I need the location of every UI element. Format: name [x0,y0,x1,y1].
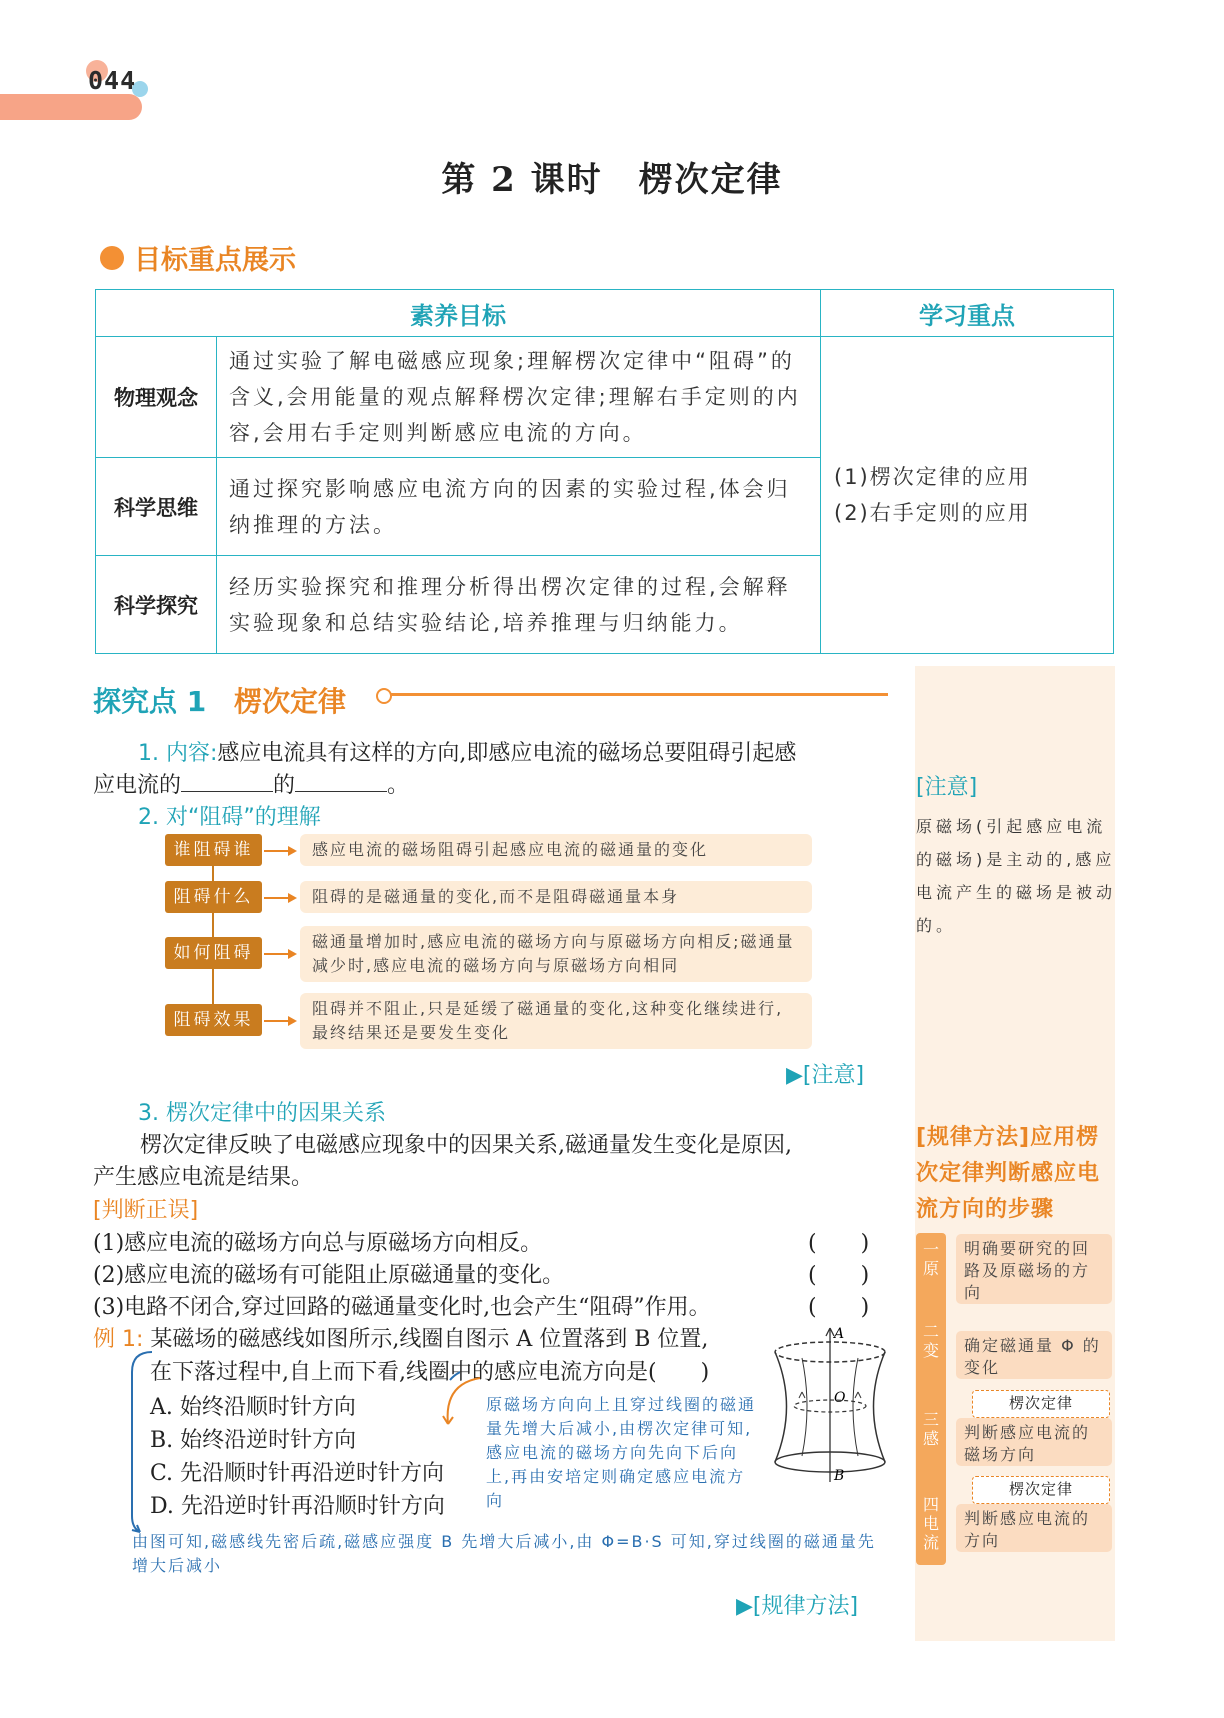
answer-paren[interactable]: ( ) [808,1263,870,1288]
note-link[interactable]: ▶[注意] [786,1063,865,1088]
example-text: 在下落过程中,自上而下看,线圈中的感应电流方向是( ) [150,1360,710,1385]
diagram-box: 阻碍并不阻止,只是延缓了磁通量的变化,这种变化继续进行,最终结果还是要发生变化 [300,993,812,1049]
page-title: 第 2 课时 楞次定律 [441,160,783,200]
flow-box: 判断感应电流的方向 [956,1504,1112,1552]
sidebar-method-heading: [规律方法]应用楞次定律判断感应电流方向的步骤 [916,1125,1101,1222]
key-point: (1)楞次定律的应用 [834,465,1031,489]
item-text: 。 [387,773,410,798]
judge-item: (2)感应电流的磁场有可能阻止原磁通量的变化。 [93,1263,565,1288]
row-label: 科学思维 [96,458,217,556]
row-text: 经历实验探究和推理分析得出楞次定律的过程,会解释实验现象和总结实验结论,培养推理与归纳能力。 [217,556,821,654]
diagram-box: 磁通量增加时,感应电流的磁场方向与原磁场方向相反;磁通量减少时,感应电流的磁场方向与原磁场方向相同 [300,926,812,982]
item-head: 3. 楞次定律中的因果关系 [138,1101,386,1126]
diagram-label: 阻碍效果 [165,1004,262,1036]
arrow-head-icon [288,949,297,959]
item-head: 2. 对“阻碍”的理解 [138,805,321,830]
figure-label-o: O [834,1390,846,1406]
content-line [138,736,796,767]
option: D. 先沿逆时针再沿顺时针方向 [150,1494,445,1519]
section-rule-dot [376,688,392,704]
diagram-box: 阻碍的是磁通量的变化,而不是阻碍磁通量本身 [300,881,812,913]
item-text: 的 [273,773,296,798]
diagram-label: 如何阻碍 [165,937,262,969]
bullet-dot-icon [100,246,124,270]
figure-label-b: B [834,1468,845,1484]
sidebar-note-text: 原磁场(引起感应电流的磁场)是主动的,感应电流产生的磁场是被动的。 [916,817,1117,935]
page-number: 044 [88,66,137,95]
diagram-arrow [264,850,290,852]
row-text: 通过探究影响感应电流方向的因素的实验过程,体会归纳推理的方法。 [217,458,821,556]
arrow-head-icon [288,893,297,903]
option: C. 先沿顺时针再沿逆时针方向 [150,1461,445,1486]
diagram-arrow [264,897,290,899]
table-header-keypoints: 学习重点 [821,290,1114,337]
flow-box: 明确要研究的回路及原磁场的方向 [956,1234,1112,1304]
page-number-bar [0,94,142,120]
flow-box: 判断感应电流的磁场方向 [956,1418,1112,1466]
section-rule [383,693,888,696]
example-label: 例 1: [93,1327,144,1352]
magnetic-field-figure [760,1322,900,1492]
flow-step: 一原 [922,1240,939,1278]
goals-table [95,289,1114,654]
judge-heading: [判断正误] [93,1198,199,1223]
answer-paren[interactable]: ( ) [808,1295,870,1320]
section-label: 探究点 1 [93,685,207,718]
flow-step: 三感 [922,1410,939,1448]
diagram-box: 感应电流的磁场阻碍引起感应电流的磁通量的变化 [300,834,812,866]
answer-paren[interactable]: ( ) [808,1231,870,1256]
option: A. 始终沿顺时针方向 [150,1395,356,1420]
item-head: 1. 内容: [138,741,218,766]
arrow-head-icon [288,1016,297,1026]
rule-tag: 楞次定律 [972,1476,1110,1504]
sidebar-note-heading: [注意] [916,775,978,800]
handwritten-note: 由图可知,磁感线先密后疏,磁感应强度 B 先增大后减小,由 Φ=B·S 可知,穿过线圈的磁通量先增大后减小 [132,1532,876,1575]
diagram-label: 阻碍什么 [165,881,262,913]
goal-heading: 目标重点展示 [134,245,296,276]
judge-item: (3)电路不闭合,穿过回路的磁通量变化时,也会产生“阻碍”作用。 [93,1295,711,1320]
judge-item: (1)感应电流的磁场方向总与原磁场方向相反。 [93,1231,543,1256]
rule-tag: 楞次定律 [972,1390,1110,1418]
key-points-cell [821,337,1114,654]
table-header-goals: 素养目标 [96,290,821,337]
annotation-arrow-icon [440,1374,490,1434]
content-line [93,768,409,799]
diagram-label: 谁阻碍谁 [165,834,262,866]
row-label: 科学探究 [96,556,217,654]
fill-blank[interactable] [181,791,273,792]
fill-blank[interactable] [295,791,387,792]
section-name: 楞次定律 [233,685,346,718]
diagram-arrow [264,953,290,955]
handwritten-note: 原磁场方向向上且穿过线圈的磁通量先增大后减小,由楞次定律可知,感应电流的磁场方向先向下后向上,再由安培定则确定感应电流方向 [486,1395,757,1510]
diagram-arrow [264,1020,290,1022]
flow-step: 二变 [922,1322,939,1360]
key-point: (2)右手定则的应用 [834,501,1031,525]
figure-label-a: A [834,1326,845,1342]
content-line: 产生感应电流是结果。 [93,1165,314,1190]
section-heading [93,680,346,720]
flow-step: 四电流 [922,1495,939,1552]
annotation-bracket [120,1348,460,1538]
method-link[interactable]: ▶[规律方法] [736,1594,859,1619]
item-text: 应电流的 [93,773,182,798]
option: B. 始终沿逆时针方向 [150,1428,357,1453]
content-line: 楞次定律反映了电磁感应现象中的因果关系,磁通量发生变化是原因, [140,1133,792,1158]
flow-box: 确定磁通量 Φ 的变化 [956,1331,1112,1379]
example-text: 某磁场的磁感线如图所示,线圈自图示 A 位置落到 B 位置, [150,1327,709,1352]
row-label: 物理观念 [96,337,217,458]
item-text: 感应电流具有这样的方向,即感应电流的磁场总要阻碍引起感 [217,741,797,766]
arrow-head-icon [288,846,297,856]
row-text: 通过实验了解电磁感应现象;理解楞次定律中“阻碍”的含义,会用能量的观点解释楞次定律;理解右手定则的内容,会用右手定则判断感应电流的方向。 [217,337,821,458]
